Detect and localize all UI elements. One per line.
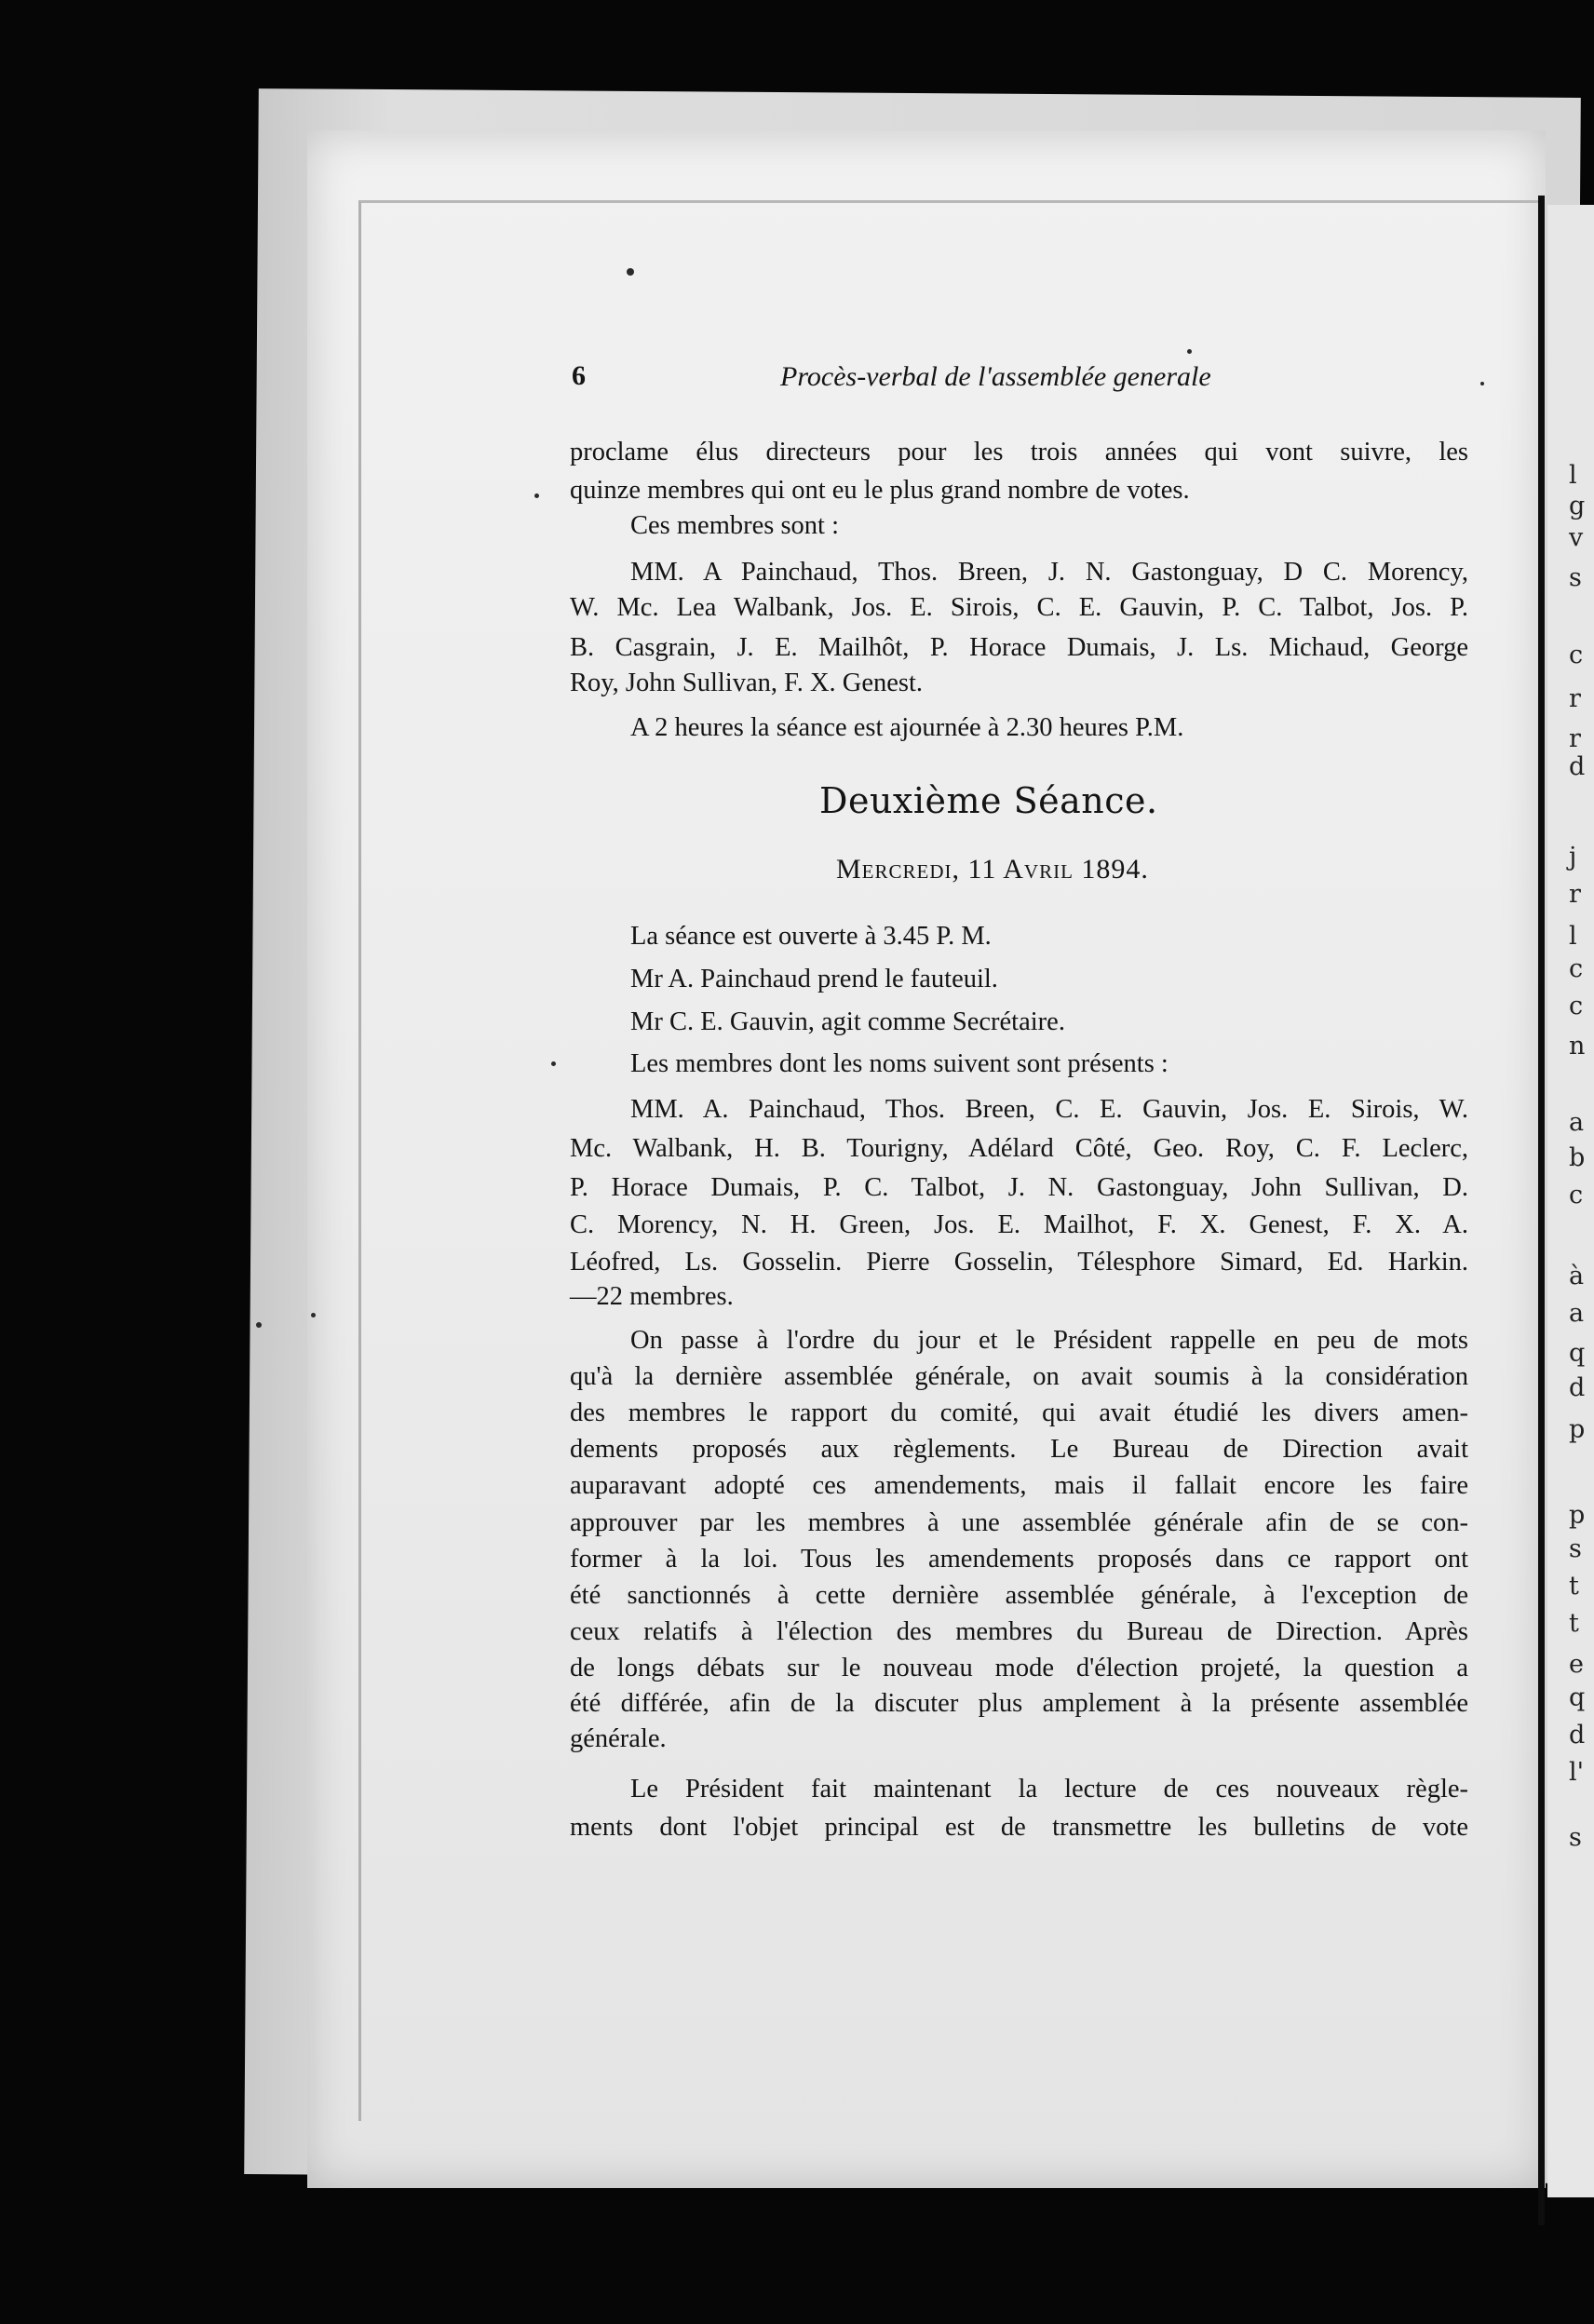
text-line: ceux relatifs à l'élection des membres du Bureau de Direction. Après	[570, 1617, 1468, 1646]
facing-fragment: q	[1569, 1339, 1586, 1368]
text-line: de longs débats sur le nouveau mode d'élection projeté, la question a	[570, 1654, 1468, 1682]
text-line: Roy, John Sullivan, F. X. Genest.	[570, 669, 924, 697]
page-number: 6	[572, 360, 586, 391]
section-heading: Deuxième Séance.	[819, 780, 1158, 821]
facing-fragment: a	[1569, 1108, 1585, 1137]
text-line: MM. A Painchaud, Thos. Breen, J. N. Gastonguay, D C. Morency,	[630, 558, 1468, 587]
text-line: Le Président fait maintenant la lecture de ces nouveaux règle-	[630, 1775, 1468, 1804]
text-line: qu'à la dernière assemblée générale, on avait soumis à la considération	[570, 1362, 1468, 1391]
text-line: P. Horace Dumais, P. C. Talbot, J. N. Gastonguay, John Sullivan, D.	[570, 1173, 1468, 1202]
text-line: former à la loi. Tous les amendements proposés dans ce rapport ont	[570, 1545, 1468, 1574]
text-line: Mr C. E. Gauvin, agit comme Secrétaire.	[630, 1007, 1065, 1036]
text-line: La séance est ouverte à 3.45 P. M.	[630, 922, 992, 951]
facing-fragment: p	[1569, 1501, 1586, 1530]
text-line: C. Morency, N. H. Green, Jos. E. Mailhot, F. X. Genest, F. X. A.	[570, 1210, 1468, 1239]
ink-speck	[1480, 382, 1484, 385]
facing-fragment: v	[1569, 523, 1584, 552]
text-line: Mr A. Painchaud prend le fauteuil.	[630, 965, 998, 993]
text-line: MM. A. Painchaud, Thos. Breen, C. E. Gauvin, Jos. E. Sirois, W.	[630, 1095, 1468, 1124]
text-line: On passe à l'ordre du jour et le Président rappelle en peu de mots	[630, 1326, 1468, 1355]
facing-fragment: t	[1569, 1609, 1579, 1638]
text-line: approuver par les membres à une assemblée générale afin de se con-	[570, 1508, 1468, 1537]
facing-fragment: s	[1569, 1823, 1582, 1852]
facing-fragment: s	[1569, 1534, 1582, 1563]
facing-fragment: e	[1569, 1650, 1584, 1679]
ink-speck	[551, 1061, 556, 1066]
facing-fragment: g	[1569, 492, 1586, 520]
facing-fragment: j	[1569, 843, 1577, 872]
running-title: Procès-verbal de l'assemblée generale	[780, 361, 1211, 392]
text-line: des membres le rapport du comité, qui avait étudié les divers amen-	[570, 1398, 1468, 1427]
facing-fragment: r	[1569, 684, 1581, 713]
facing-fragment: a	[1569, 1299, 1585, 1328]
facing-page-text	[1569, 0, 1594, 2324]
facing-fragment: d	[1569, 1721, 1586, 1750]
facing-fragment: c	[1569, 954, 1584, 983]
facing-fragment: q	[1569, 1683, 1586, 1712]
facing-fragment: p	[1569, 1415, 1586, 1444]
text-line: B. Casgrain, J. E. Mailhôt, P. Horace Dumais, J. Ls. Michaud, George	[570, 633, 1468, 662]
text-line: —22 membres.	[570, 1282, 734, 1311]
text-line: Mc. Walbank, H. B. Tourigny, Adélard Côté, Geo. Roy, C. F. Leclerc,	[570, 1134, 1468, 1163]
facing-fragment: l	[1569, 922, 1577, 951]
facing-fragment: b	[1569, 1143, 1586, 1172]
ink-speck	[627, 268, 634, 276]
facing-fragment: l	[1569, 461, 1577, 490]
text-line: quinze membres qui ont eu le plus grand nombre de votes.	[570, 476, 1190, 505]
facing-fragment: c	[1569, 641, 1584, 669]
adjournment-line: A 2 heures la séance est ajournée à 2.30 heures P.M.	[630, 713, 1184, 742]
text-line: été sanctionnés à cette dernière assemblée générale, à l'exception de	[570, 1581, 1468, 1610]
facing-fragment: c	[1569, 1181, 1584, 1209]
facing-fragment: c	[1569, 992, 1584, 1020]
text-line: W. Mc. Lea Walbank, Jos. E. Sirois, C. E. Gauvin, P. C. Talbot, Jos. P.	[570, 593, 1468, 622]
members-intro: Ces membres sont :	[630, 511, 840, 540]
facing-fragment: r	[1569, 880, 1581, 909]
ink-speck	[1187, 349, 1192, 354]
text-line: Léofred, Ls. Gosselin. Pierre Gosselin, Télesphore Simard, Ed. Harkin.	[570, 1248, 1468, 1277]
facing-fragment: t	[1569, 1572, 1579, 1601]
section-date: Mercredi, 11 Avril 1894.	[836, 854, 1149, 885]
facing-fragment: d	[1569, 1373, 1586, 1402]
text-line: été différée, afin de la discuter plus amplement à la présente assemblée	[570, 1689, 1468, 1718]
text-line: dements proposés aux règlements. Le Bureau de Direction avait	[570, 1435, 1468, 1464]
facing-fragment: d	[1569, 752, 1586, 781]
facing-fragment: l'	[1569, 1758, 1585, 1787]
ink-speck	[311, 1313, 316, 1317]
facing-fragment: s	[1569, 563, 1582, 592]
text-line: générale.	[570, 1724, 667, 1753]
text-line: proclame élus directeurs pour les trois années qui vont suivre, les	[570, 438, 1468, 466]
facing-fragment: r	[1569, 724, 1581, 753]
text-line: Les membres dont les noms suivent sont présents :	[630, 1049, 1168, 1078]
book-spine	[1538, 196, 1545, 2225]
facing-fragment: à	[1569, 1262, 1585, 1290]
facing-fragment: n	[1569, 1032, 1586, 1061]
text-line: ments dont l'objet principal est de transmettre les bulletins de vote	[570, 1813, 1468, 1842]
ink-speck	[534, 493, 539, 498]
ink-speck	[256, 1322, 262, 1328]
text-line: auparavant adopté ces amendements, mais il fallait encore les faire	[570, 1471, 1468, 1500]
